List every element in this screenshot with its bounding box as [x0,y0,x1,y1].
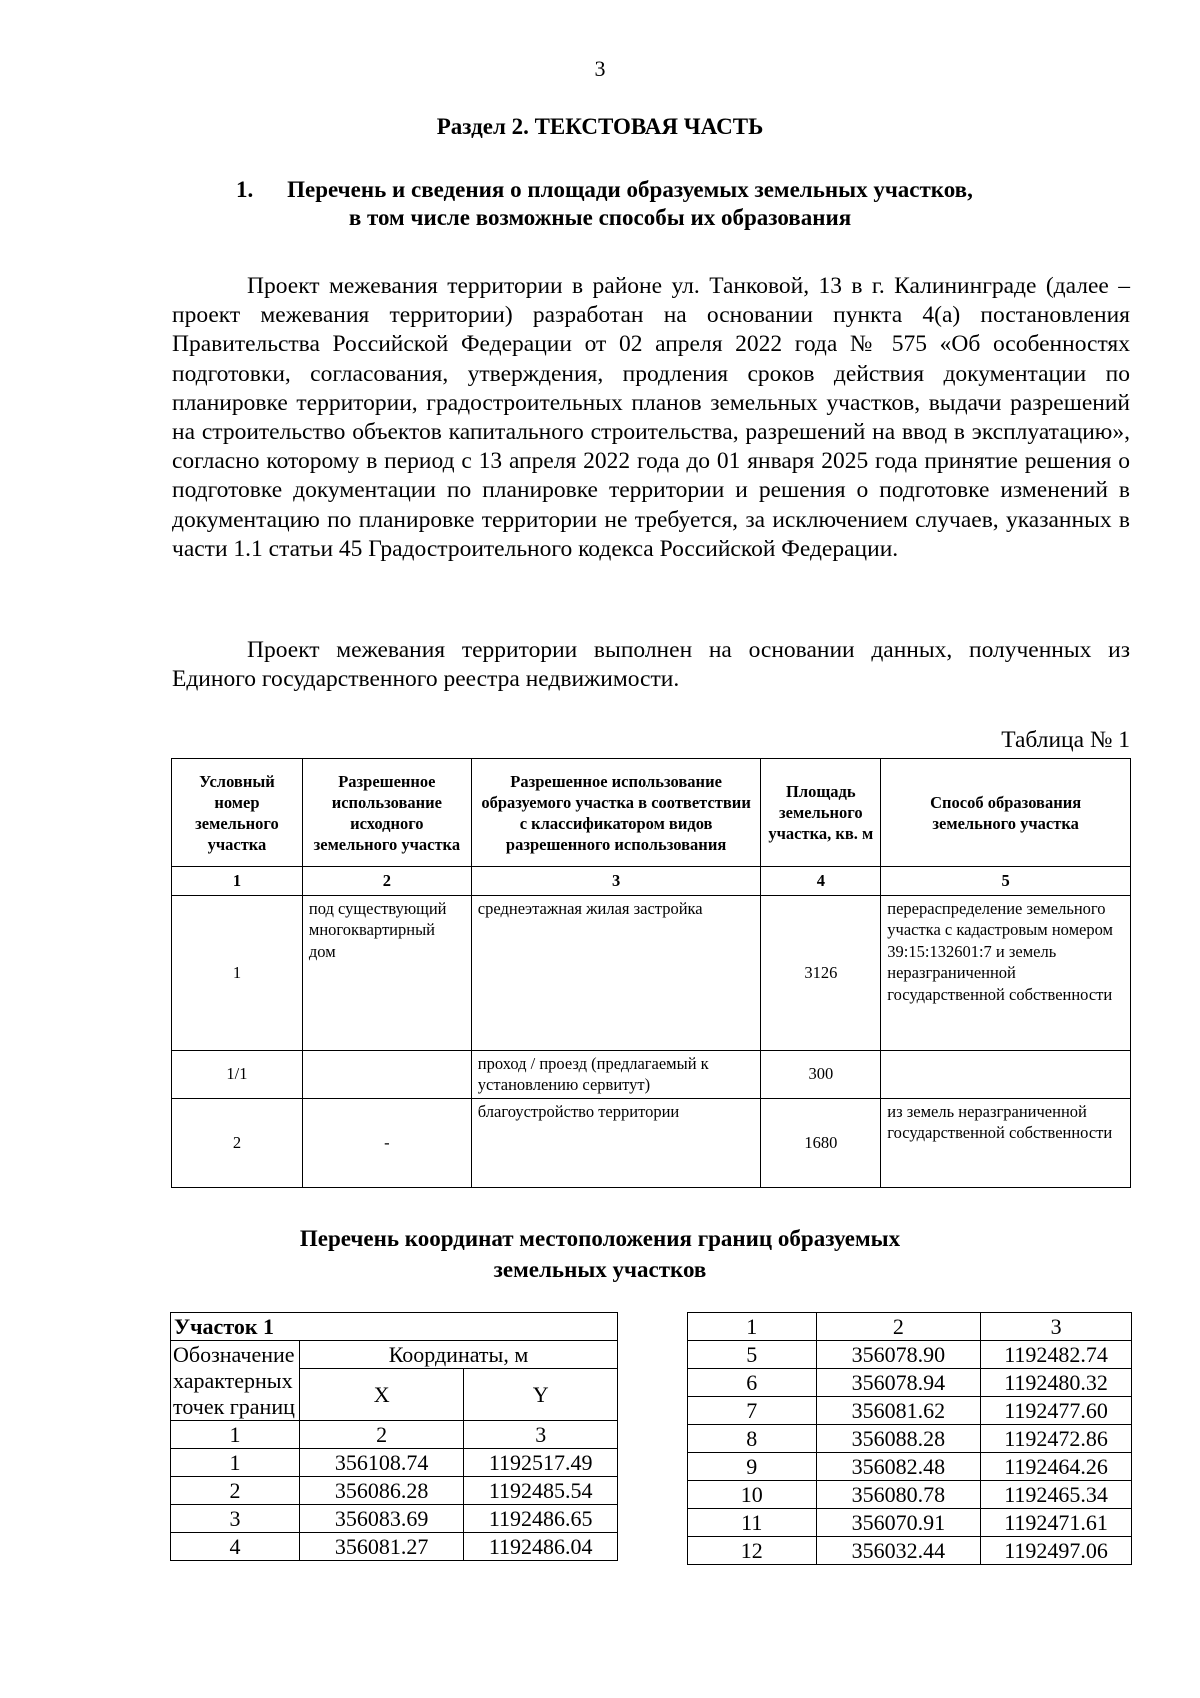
paragraph-1 [172,272,1130,564]
table-row [688,1397,1132,1425]
parcels-table [171,758,1131,1188]
heading-line-2: в том числе возможные способы их образования [348,205,852,230]
column-number: 1 [172,867,303,896]
table-row [688,1537,1132,1565]
section-title: Раздел 2. ТЕКСТОВАЯ ЧАСТЬ [436,114,764,139]
table-row [172,1098,1131,1187]
cell-new-use: проход / проезд (предлагаемый к установлению сервитут) [471,1050,761,1098]
header-new-use: Разрешенное использование образуемого участка в соответствии с классификатором видов разрешенного использования [471,759,761,867]
column-number: 5 [881,867,1131,896]
header-method: Способ образования земельного участка [881,759,1131,867]
point-number: 4 [171,1533,300,1561]
cell-source-use: - [302,1098,471,1187]
point-y: 1192477.60 [981,1397,1132,1425]
header-area: Площадь земельного участка, кв. м [761,759,881,867]
point-x: 356078.94 [816,1369,981,1397]
coordinates-table-left [170,1312,618,1561]
x-label: X [299,1369,463,1421]
point-y: 1192471.61 [981,1509,1132,1537]
table-row [688,1509,1132,1537]
column-number: 1 [171,1421,300,1449]
point-number: 9 [688,1453,817,1481]
parcel-row [171,1313,618,1341]
point-y: 1192497.06 [981,1537,1132,1565]
point-x: 356070.91 [816,1509,981,1537]
table-row [688,1369,1132,1397]
cell-area: 300 [761,1050,881,1098]
table-row [172,895,1131,1050]
y-label: Y [464,1369,618,1421]
point-number: 1 [171,1449,300,1477]
cell-number: 1 [172,895,303,1050]
cell-method [881,1050,1131,1098]
heading-text-1: Перечень и сведения о площади образуемых земельных участков, [287,177,973,202]
point-y: 1192517.49 [464,1449,618,1477]
column-number: 3 [464,1421,618,1449]
cell-new-use: благоустройство территории [471,1098,761,1187]
column-number: 4 [761,867,881,896]
column-number: 3 [471,867,761,896]
point-y: 1192472.86 [981,1425,1132,1453]
point-number: 3 [171,1505,300,1533]
coordinates-header-row [171,1341,618,1369]
table-row [171,1449,618,1477]
point-y: 1192465.34 [981,1481,1132,1509]
point-y: 1192486.04 [464,1533,618,1561]
page-number: 3 [594,56,606,81]
table-row [171,1505,618,1533]
table-row [688,1453,1132,1481]
point-x: 356082.48 [816,1453,981,1481]
paragraph-1-text: Проект межевания территории в районе ул. Танковой, 13 в г. Калининграде (далее – проект межевания территории) разработан на основании пункта 4(а) постановления Правительства Российской Федерации от 02 апреля 2022 года № 575 «Об особенностях подготовки, согласования, утверждения, продления сроков действия документации по планировке территории, градостроительных планов земельных участков, выдачи разрешений на строительство объектов капитального строительства, разрешений на ввод в эксплуатацию», согласно которому в период с 13 апреля 2022 года до 01 января 2025 года принятие решения о подготовке документации по планировке территории и решения о подготовке изменений в документацию по планировке территории не требуется, за исключением случаев, указанных в части 1.1 статьи 45 Градостроительного кодекса Российской Федерации. [172,273,1130,562]
point-x: 356088.28 [816,1425,981,1453]
point-number: 5 [688,1341,817,1369]
point-y: 1192464.26 [981,1453,1132,1481]
point-y: 1192480.32 [981,1369,1132,1397]
table-row [688,1481,1132,1509]
cell-number: 1/1 [172,1050,303,1098]
coordinates-title-line-1: Перечень координат местоположения границ образуемых [299,1226,901,1251]
column-number-row [172,867,1131,896]
table-caption: Таблица № 1 [1001,727,1130,753]
point-number: 2 [171,1477,300,1505]
point-x: 356078.90 [816,1341,981,1369]
point-x: 356086.28 [299,1477,463,1505]
cell-number: 2 [172,1098,303,1187]
point-number: 11 [688,1509,817,1537]
coordinates-table-right [687,1312,1132,1565]
column-number: 1 [688,1313,817,1341]
header-parcel-number: Условный номер земельного участка [172,759,303,867]
table-header-row [172,759,1131,867]
parcel-label: Участок 1 [171,1313,618,1341]
point-x: 356081.27 [299,1533,463,1561]
point-label: Обозначение характерных точек границ [171,1341,300,1421]
point-number: 8 [688,1425,817,1453]
column-number-row [171,1421,618,1449]
paragraph-2-text: Проект межевания территории выполнен на основании данных, полученных из Единого государственного реестра недвижимости. [172,637,1130,693]
point-y: 1192485.54 [464,1477,618,1505]
coordinates-title [0,1223,1200,1285]
heading-number: 1. [236,177,254,202]
point-y: 1192482.74 [981,1341,1132,1369]
heading-line-1 [0,176,1200,204]
point-y: 1192486.65 [464,1505,618,1533]
point-number: 10 [688,1481,817,1509]
cell-area: 1680 [761,1098,881,1187]
table-row [688,1341,1132,1369]
point-x: 356108.74 [299,1449,463,1477]
point-x: 356081.62 [816,1397,981,1425]
table-row [171,1533,618,1561]
cell-method: из земель неразграниченной государственной собственности [881,1098,1131,1187]
coordinates-label: Координаты, м [299,1341,617,1369]
cell-new-use: среднеэтажная жилая застройка [471,895,761,1050]
point-x: 356080.78 [816,1481,981,1509]
column-number: 2 [816,1313,981,1341]
column-number: 3 [981,1313,1132,1341]
cell-source-use [302,1050,471,1098]
point-number: 7 [688,1397,817,1425]
table-row [171,1477,618,1505]
point-x: 356032.44 [816,1537,981,1565]
cell-area: 3126 [761,895,881,1050]
column-number-row [688,1313,1132,1341]
cell-source-use: под существующий многоквартирный дом [302,895,471,1050]
table-row [172,1050,1131,1098]
point-number: 6 [688,1369,817,1397]
paragraph-2 [172,636,1130,694]
column-number: 2 [299,1421,463,1449]
column-number: 2 [302,867,471,896]
header-source-use: Разрешенное использование исходного земельного участка [302,759,471,867]
coordinates-title-line-2: земельных участков [493,1257,707,1282]
point-x: 356083.69 [299,1505,463,1533]
point-number: 12 [688,1537,817,1565]
table-row [688,1425,1132,1453]
cell-method: перераспределение земельного участка с кадастровым номером 39:15:132601:7 и земель неразграниченной государственной собственности [881,895,1131,1050]
